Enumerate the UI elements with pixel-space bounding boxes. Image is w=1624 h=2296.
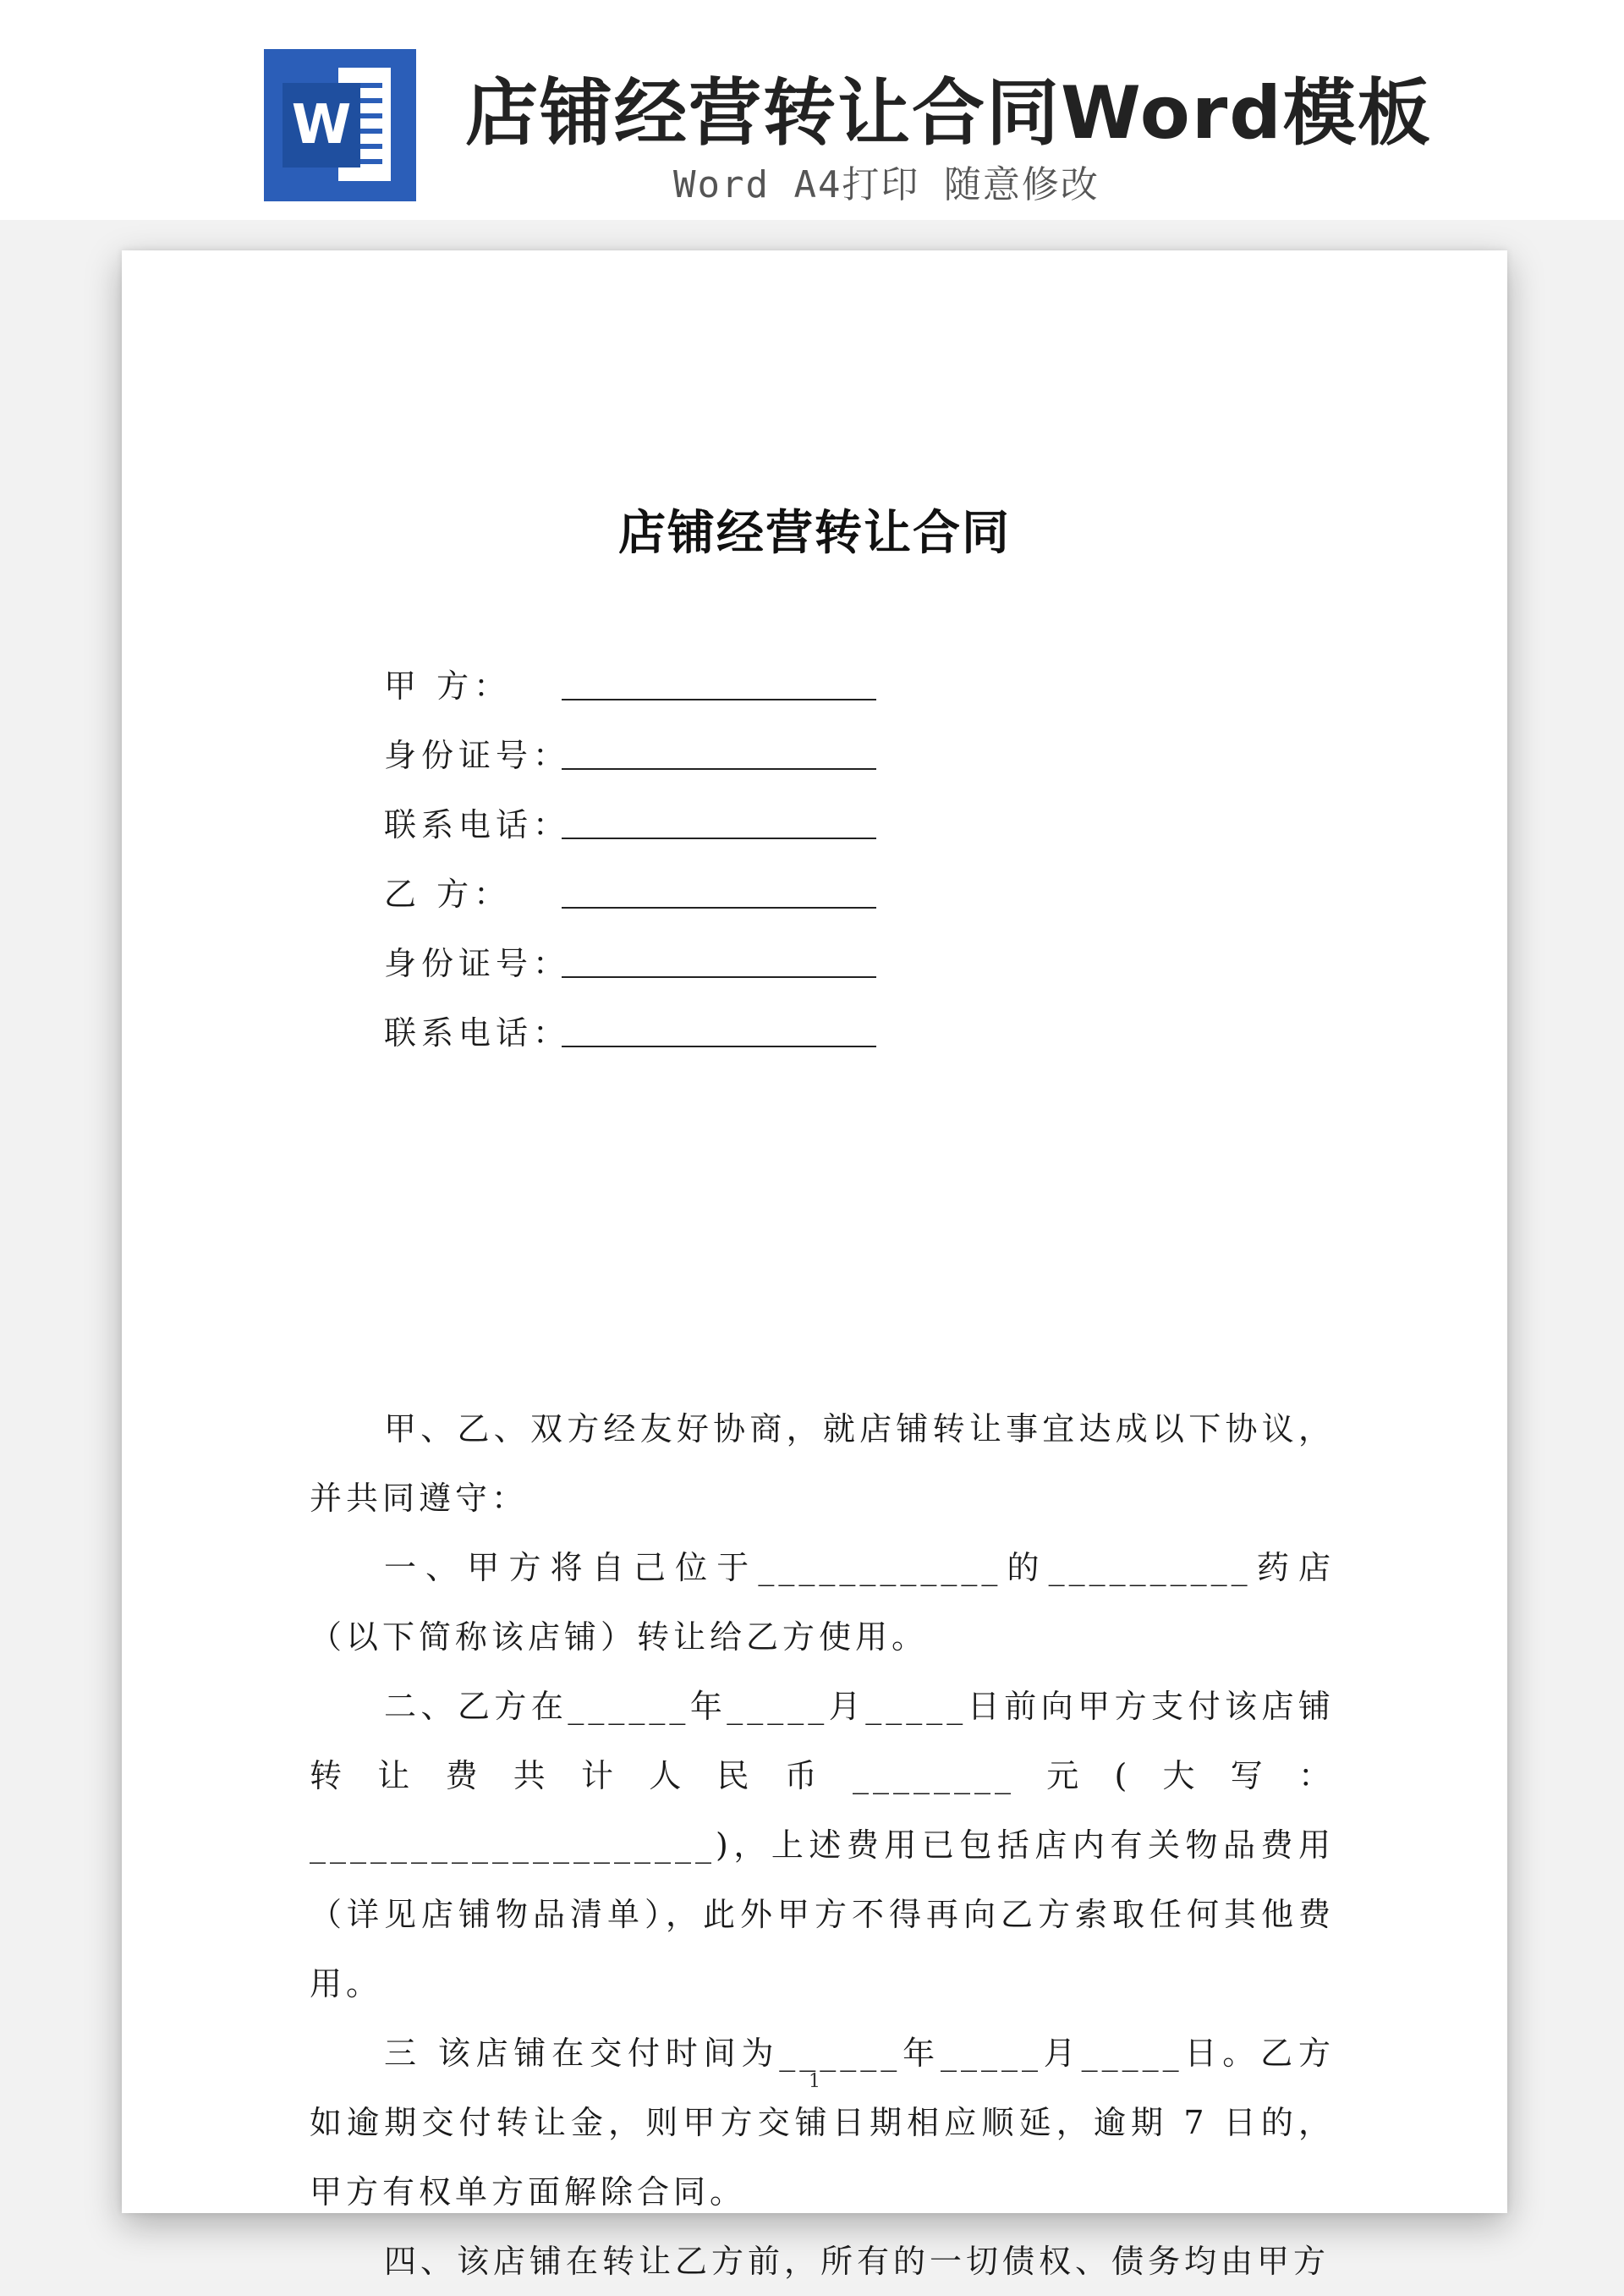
- field-label: 身份证号：: [384, 737, 571, 774]
- banner-subtitle: Word A4打印 随意修改: [673, 163, 1100, 206]
- field-row-party-a-id: [384, 721, 876, 790]
- field-blank: [562, 1005, 876, 1047]
- paragraph-intro: 甲、乙、双方经友好协商，就店铺转让事宜达成以下协议，并共同遵守：: [310, 1410, 1335, 1517]
- field-blank: [562, 936, 876, 978]
- page-number: 1: [809, 2071, 820, 2092]
- field-row-party-b-id: [384, 929, 876, 998]
- paragraph-clause-4: 四、该店铺在转让乙方前，所有的一切债权、债务均由甲方: [384, 2243, 1330, 2280]
- document-page: [122, 250, 1507, 2280]
- field-label: 乙 方：: [384, 876, 512, 913]
- field-label: 联系电话：: [384, 806, 571, 843]
- field-label: 身份证号：: [384, 945, 571, 982]
- field-blank: [562, 728, 876, 770]
- field-row-party-b-phone: [384, 998, 876, 1068]
- word-document-icon: [264, 49, 416, 201]
- field-blank: [562, 797, 876, 839]
- field-label: 联系电话：: [384, 1014, 571, 1052]
- paragraph-clause-2: 二、乙方在______年_____月_____日前向甲方支付该店铺转让费共计人民币________元(大写：____________________)，上述费用已包括店内有关物品费用（详见店铺物品清单），此外甲方不得再向乙方索取任何其他费用。: [310, 1688, 1335, 2002]
- field-row-party-b: [384, 860, 876, 929]
- field-row-party-a-phone: [384, 790, 876, 860]
- contract-body: [310, 1394, 1335, 2296]
- paragraph-clause-3: 三 该店铺在交付时间为______年_____月_____日。乙方如逾期交付转让金，则甲方交铺日期相应顺延，逾期 7 日的，甲方有权单方面解除合同。: [310, 2035, 1335, 2211]
- field-blank: [562, 658, 876, 700]
- document-title: 店铺经营转让合同: [618, 506, 1011, 561]
- header-banner: [0, 0, 1624, 220]
- field-row-party-a: [384, 651, 876, 721]
- field-label: 甲 方：: [384, 667, 512, 705]
- party-info-fields: [384, 651, 876, 1068]
- word-logo-letter: W: [283, 83, 360, 168]
- field-blank: [562, 866, 876, 909]
- paragraph-clause-1: 一、甲方将自己位于____________的__________药店（以下简称该店铺）转让给乙方使用。: [310, 1549, 1335, 1656]
- banner-title: 店铺经营转让合同Word模板: [465, 71, 1432, 156]
